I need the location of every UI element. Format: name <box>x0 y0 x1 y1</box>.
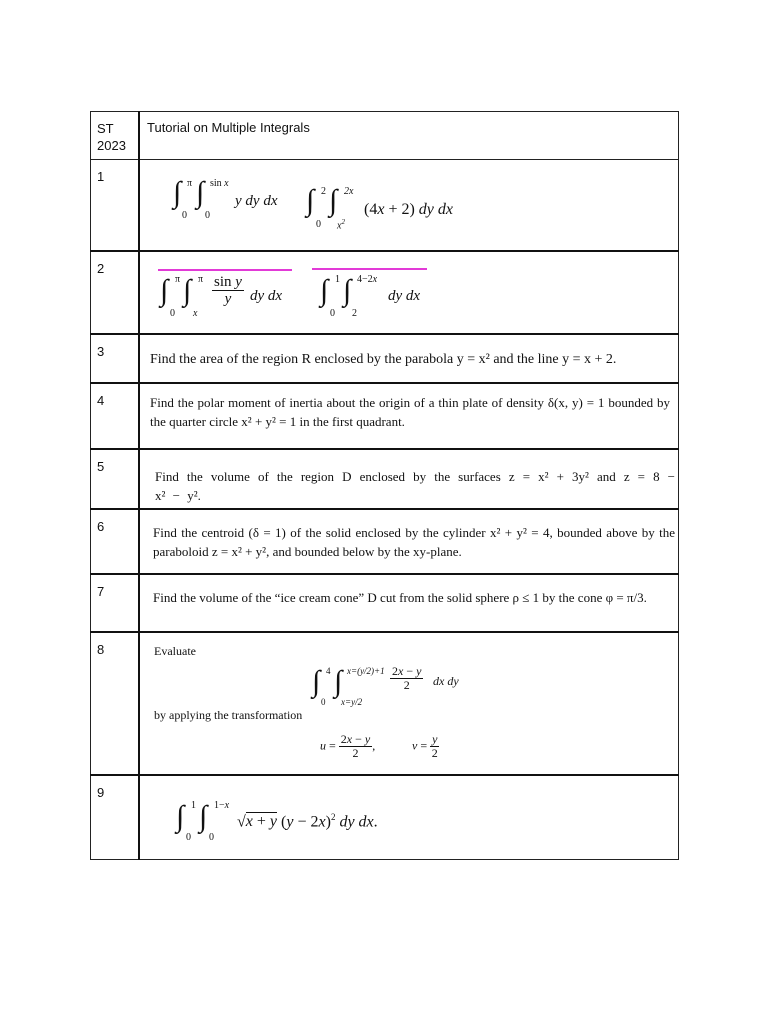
header-row <box>91 112 679 160</box>
table-row <box>91 383 679 449</box>
row-number: 3 <box>97 343 105 359</box>
problem-8: Evaluate ∫ 4 0 ∫ x=(y/2)+1 x=y/2 $\frac{2x - y}{2}$ dx dy by applying the transformation u = $\frac{2x - y}{2}$ , v = $\frac{y}{2}$ <box>139 632 679 775</box>
row-number: 2 <box>97 260 105 276</box>
row-number: 7 <box>97 583 105 599</box>
table-row <box>91 160 679 251</box>
row-number: 1 <box>97 169 105 184</box>
tutorial-table <box>90 111 679 860</box>
table-row <box>91 251 679 334</box>
row-number: 4 <box>97 392 105 408</box>
table-row <box>91 775 679 860</box>
problem-text: Find the volume of the region D enclosed by the surfaces z = x² + 3y² and z = 8 − x² − y². <box>155 468 675 503</box>
table-row <box>91 509 679 574</box>
table-row <box>91 449 679 509</box>
row-number: 8 <box>97 641 105 657</box>
highlight-line <box>158 269 292 271</box>
table-row <box>91 574 679 632</box>
highlight-line <box>312 268 427 270</box>
header-title-cell <box>139 112 679 160</box>
problem-4 <box>139 383 679 449</box>
page-title: Tutorial on Multiple Integrals <box>147 120 310 135</box>
problem-text: Find the area of the region R enclosed by the parabola y = x² and the line y = x + 2. <box>150 351 617 367</box>
problem-9: ∫ 1 0 ∫ 1−x 0 √x + y $(y - 2x)^2$ dy dx. <box>139 775 679 860</box>
problem-5 <box>139 449 679 509</box>
problem-text: Find the centroid (δ = 1) of the solid enclosed by the cylinder x² + y² = 4, bounded above by the paraboloid z = x² + y², and bounded below by the xy-plane. <box>153 524 675 559</box>
problem-2: ∫ π 0 ∫ π x $\frac{\text{sin y}}{y}$ dy dx ∫ 1 0 ∫ 4−2x 2 dy dx <box>139 251 679 334</box>
row-number: 9 <box>97 784 105 800</box>
row-number: 5 <box>97 458 105 474</box>
problem-text: Find the polar moment of inertia about the origin of a thin plate of density δ(x, y) = 1 bounded by the quarter circle x² + y² = 1 in the first quadrant. <box>150 394 670 429</box>
problem-3 <box>139 334 679 383</box>
row-number: 6 <box>97 518 105 534</box>
problem-1: ∫ π 0 ∫ sin x 0 y dy dx ∫ 2 0 ∫ 2x $x^2$ (4x + 2) dy dx <box>139 160 679 251</box>
table-row <box>91 334 679 383</box>
table-row <box>91 632 679 775</box>
transform-label: by applying the transformation <box>154 707 303 722</box>
problem-6 <box>139 509 679 574</box>
header-left: ST 2023 <box>97 121 126 153</box>
problem-text: Find the volume of the “ice cream cone” D cut from the solid sphere ρ ≤ 1 by the cone φ = π/3. <box>153 589 647 605</box>
problem-7 <box>139 574 679 632</box>
header-left-cell <box>91 112 140 160</box>
evaluate-label: Evaluate <box>154 643 196 658</box>
